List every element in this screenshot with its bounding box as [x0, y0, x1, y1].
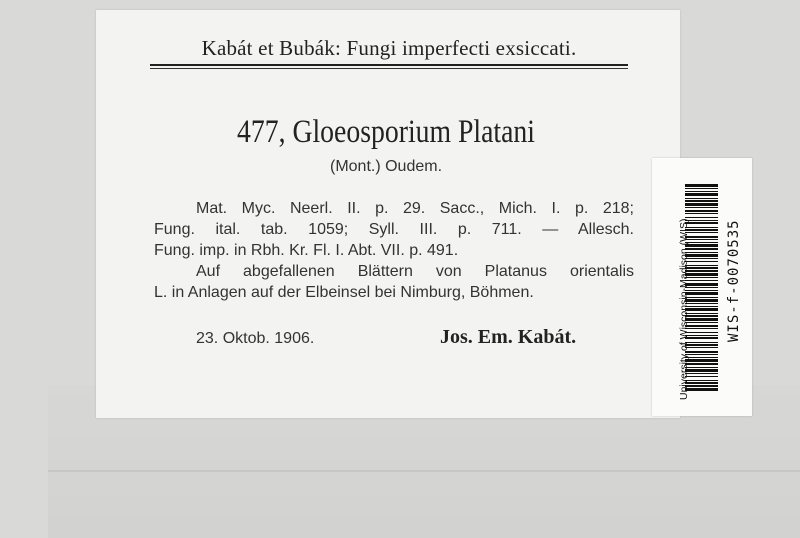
- locality-block: [154, 261, 634, 303]
- locality-line: L. in Anlagen auf der Elbeinsel bei Nimburg, Böhmen.: [154, 284, 534, 301]
- envelope-flap-line: [48, 470, 800, 472]
- barcode-bar: [685, 193, 718, 196]
- reference-line: Fung. imp. in Rbh. Kr. Fl. I. Abt. VII. p. 491.: [154, 242, 459, 259]
- barcode-institution: University of Wisconsin-Madison (WIS): [678, 218, 690, 400]
- barcode-bar: [685, 203, 718, 206]
- header-rule: [150, 64, 628, 66]
- barcode-bar: [685, 200, 718, 202]
- collection-date: 23. Oktob. 1906.: [196, 330, 315, 347]
- reference-line: Mat. Myc. Neerl. II. p. 29. Sacc., Mich. I. p. 218;: [196, 200, 634, 217]
- species-author: (Mont.) Oudem.: [329, 158, 443, 175]
- header-rule-thin: [150, 68, 628, 69]
- barcode-bar: [685, 210, 718, 212]
- barcode-bar: [685, 207, 718, 208]
- barcode-bar: [685, 213, 718, 214]
- barcode-bar: [685, 198, 718, 199]
- species-title: 477, Gloeosporium Platani: [237, 114, 535, 150]
- references-block: [154, 198, 634, 261]
- reference-line: Fung. ital. tab. 1059; Syll. III. p. 711. — Allesch.: [154, 221, 634, 238]
- collector-name: Jos. Em. Kabát.: [440, 326, 577, 348]
- barcode-bar: [685, 191, 718, 192]
- label-header: Kabát et Bubák: Fungi imperfecti exsiccati.: [201, 36, 577, 60]
- locality-line: Auf abgefallenen Blättern von Platanus orientalis: [196, 263, 634, 280]
- specimen-label: [96, 10, 680, 418]
- barcode-bar: [685, 188, 718, 189]
- barcode-specimen-id: WIS-f-0070535: [726, 219, 742, 342]
- barcode-bar: [685, 184, 718, 187]
